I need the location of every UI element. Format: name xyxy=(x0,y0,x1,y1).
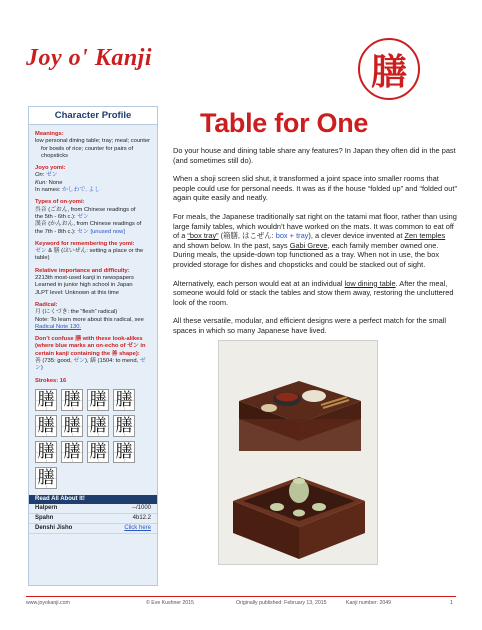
p3-text-a: For meals, the Japanese traditionally sat right on the tatami mat floor, rather than using large family tables, which wouldn’t have worked on the mats. It was common to eat off of a xyxy=(173,211,457,241)
p3-text-c: ), a clever device invented at xyxy=(308,231,403,241)
stroke-step: 膳 xyxy=(35,415,57,437)
reference-name: Denshi Jisho xyxy=(35,524,73,531)
stroke-step: 膳 xyxy=(35,467,57,489)
character-profile-sidebar xyxy=(28,106,158,586)
stroke-step: 膳 xyxy=(87,441,109,463)
p3-text-d: and shown below. In the past, says xyxy=(173,240,288,250)
radical-2: Note: To learn more about this radical, see xyxy=(35,316,144,323)
reference-value: --/1000 xyxy=(131,504,151,511)
confuse-3: ) xyxy=(40,365,43,372)
kun-label: Kun: xyxy=(35,179,47,186)
keyword-reading: ゼン xyxy=(35,248,47,255)
names-label: In names: xyxy=(35,187,61,194)
footer-divider xyxy=(26,596,456,597)
p3-plus: + xyxy=(287,231,297,241)
types-kanon xyxy=(35,221,151,236)
importance-title: Relative importance and difficulty: xyxy=(35,267,130,274)
types-kanon-reading: セン xyxy=(77,228,89,235)
stroke-step: 膳 xyxy=(35,389,57,411)
site-logo: Joy o' Kanji xyxy=(26,45,153,71)
confuse-title: Don’t confuse 膳 with these look-alikes (where blue marks an on-echo of ゼン in certain kanji containing the 善 shape): xyxy=(35,336,146,357)
reference-row xyxy=(29,504,157,514)
meanings-title: Meanings: xyxy=(35,131,64,137)
p3-text-e: , each family member owned one. During meals, the upside-down top functioned as a tray. When not in use, the box provided storage for dishes and chopsticks and could be stacked out of sight. xyxy=(173,240,440,269)
on-value: ゼン xyxy=(45,172,58,179)
footer-page-number: 1 xyxy=(450,600,453,606)
p3-tray: tray xyxy=(296,231,309,241)
reference-row xyxy=(29,524,157,534)
box-tray-photo xyxy=(218,340,378,565)
paragraph-1: Do your house and dining table share any features? In Japan they often did in the past (and sometimes still do). xyxy=(173,146,456,165)
types-kanon-era: the 7th - 8th c.): xyxy=(35,228,76,235)
keyword-mnemonic: & 膳 (はいぜん: setting a place or the table) xyxy=(35,248,144,262)
paragraph-2: When a shoji screen slid shut, it transformed a joint space into smaller rooms that people could use for personal needs. It was as if the house “folded up” and “folded out” again quite easily and neatly. xyxy=(173,174,457,203)
p3-box: box xyxy=(275,231,288,241)
types-goon-era: the 5th - 6th c.): xyxy=(35,213,76,220)
types-goon-reading: ゼン xyxy=(77,213,89,220)
joyo-yomi-title: Joyo yomi: xyxy=(35,165,66,172)
p4-text-a: Alternatively, each person would eat at an individual xyxy=(173,278,343,288)
gabi-greve-link[interactable]: Gabi Greve xyxy=(289,240,328,250)
reference-value: 4b12.2 xyxy=(132,514,151,521)
kun-yomi-row xyxy=(35,180,151,187)
footer-site[interactable]: www.joyokanji.com xyxy=(26,600,70,606)
footer-published: Originally published: February 13, 2015 xyxy=(236,600,327,606)
on-yomi-row xyxy=(35,172,151,179)
confuse-text xyxy=(35,358,151,373)
stroke-step: 膳 xyxy=(61,389,83,411)
reference-name: Spahn xyxy=(35,514,54,521)
denshi-jisho-link[interactable]: Click here xyxy=(124,524,151,531)
types-kanon-text: 漢音 (かんおん, from Chinese readings of xyxy=(35,221,142,228)
types-goon-text: 呉音 (ごおん, from Chinese readings of xyxy=(35,206,136,213)
paragraph-5: All these versatile, modular, and efficient designs were a perfect match for the small spaces in which so many Japanese have lived. xyxy=(173,316,447,335)
confuse-2-reading: ゼン xyxy=(35,358,146,372)
radical-1: 月 (にくづき: the “flesh” radical) xyxy=(35,309,118,316)
sidebar-header: Character Profile xyxy=(29,107,157,125)
reference-row xyxy=(29,514,157,524)
featured-kanji: 膳 xyxy=(370,51,407,93)
paragraph-3 xyxy=(173,212,459,270)
stroke-step: 膳 xyxy=(87,389,109,411)
read-more-header: Read All About It! xyxy=(29,495,157,504)
confuse-1: 善 (735: good, xyxy=(35,358,72,365)
box-tray-illustration xyxy=(219,341,378,565)
confuse-2: ), 繕 (1504: to mend, xyxy=(84,358,139,365)
strokes-title: Strokes: 16 xyxy=(35,377,67,384)
p3-text-b: (箱膳, はこぜん: xyxy=(220,231,274,241)
read-more-box xyxy=(29,495,157,534)
on-label: On: xyxy=(35,172,45,179)
stroke-step: 膳 xyxy=(113,415,135,437)
radical-note-link[interactable]: Radical Note 130. xyxy=(35,323,82,330)
keyword-text xyxy=(35,248,151,263)
types-title: Types of on-yomi: xyxy=(35,199,85,206)
keyword-title: Keyword for remembering the yomi: xyxy=(35,240,135,247)
paragraph-4 xyxy=(173,279,459,308)
stroke-step: 膳 xyxy=(113,441,135,463)
featured-kanji-badge xyxy=(358,38,420,100)
importance-2: Learned in junior high school in Japan xyxy=(35,282,133,289)
confuse-1-reading: ゼン xyxy=(73,358,85,365)
names-value: かしわで, よし xyxy=(62,187,101,194)
reference-name: Halpern xyxy=(35,504,58,511)
types-goon xyxy=(35,207,151,222)
box-tray-link[interactable]: “box tray” xyxy=(187,231,219,241)
importance-1: 2213th most-used kanji in newspapers xyxy=(35,275,134,282)
stroke-step: 膳 xyxy=(87,415,109,437)
zen-temples-link[interactable]: Zen temples xyxy=(404,231,446,241)
stroke-order-grid xyxy=(35,389,151,489)
article-body xyxy=(173,146,459,345)
meanings-text: low personal dining table; tray; meal; counter for bowls of rice; counter for pairs of chopsticks xyxy=(35,138,151,159)
radical-title: Radical: xyxy=(35,301,58,308)
stroke-step: 膳 xyxy=(61,441,83,463)
stroke-step: 膳 xyxy=(61,415,83,437)
footer-kanji-number: Kanji number: 2049 xyxy=(346,600,391,606)
types-kanon-note: [unused now] xyxy=(90,228,125,235)
sidebar-body xyxy=(29,125,157,534)
footer-copyright: © Eve Kushner 2015 xyxy=(146,600,194,606)
names-row xyxy=(35,187,151,194)
stroke-step: 膳 xyxy=(35,441,57,463)
kun-value: None xyxy=(48,179,63,186)
p4-text-b: . After the meal, someone would fold or stack the tables and stow them away, restoring the uncluttered look of the room. xyxy=(173,278,454,307)
stroke-step: 膳 xyxy=(113,389,135,411)
importance-3: JLPT level: Unknown at this time xyxy=(35,289,119,296)
low-dining-table-link[interactable]: low dining table xyxy=(344,278,396,288)
article-title: Table for One xyxy=(200,108,369,138)
